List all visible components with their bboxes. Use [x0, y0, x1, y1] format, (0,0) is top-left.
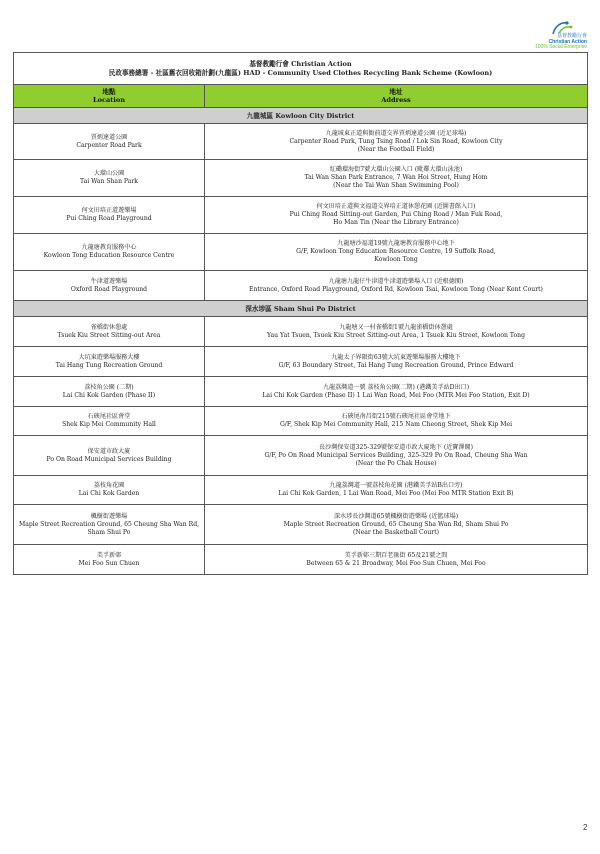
location-name-zh: 大坑東遊樂場服務大樓 [78, 353, 140, 361]
location-name-en: Shek Kip Mei Community Hall [62, 421, 156, 428]
table-row [14, 124, 588, 160]
location-name-zh: 牛津道遊樂場 [90, 277, 128, 285]
table-title-row [14, 53, 588, 85]
location-name-en: Tai Hang Tung Recreation Ground [55, 361, 163, 369]
table-row [14, 407, 588, 436]
location-name-zh: 荔枝角花園 [93, 482, 125, 489]
address-cell [205, 160, 588, 197]
location-cell [14, 124, 205, 160]
table-row [14, 234, 588, 271]
location-name-en: Kowloon Tong Education Resource Centre [43, 252, 175, 259]
address-en-line: Maple Street Recreation Ground, 65 Cheung Sha Wan Rd, Sham Shui Po [283, 520, 509, 528]
address-zh: 何文田培正道與文福道交界培正道休憩花園 (近圖書館入口) [316, 203, 476, 210]
address-cell [205, 197, 588, 234]
address-en-line: Lai Chi Kok Garden (Phase II) 1 Lai Wan Road, Mei Foo (MTR Mei Foo Station, Exit D) [262, 391, 530, 399]
address-en-line: Carpenter Road Park, Tung Tsing Road / Lok Sin Road, Kowloon City [289, 137, 503, 145]
location-name-zh: 荔枝角公園 (二期) [84, 383, 134, 391]
christian-action-logo [531, 20, 587, 50]
address-zh: 九龍太子界限街63號大坑東遊樂場服務大樓地下 [331, 353, 461, 361]
district-name: 九龍城區 Kowloon City District [14, 108, 588, 124]
address-zh: 九龍荔灣道一號 荔枝角公園(二期) (港鐵美孚站D出口) [322, 383, 470, 391]
location-name-zh: 保安道市政大廈 [87, 447, 131, 455]
address-cell [205, 317, 588, 347]
page-number: 2 [583, 823, 588, 832]
location-header [14, 85, 205, 108]
address-en-line: G/F, Po On Road Municipal Services Building, 325-329 Po On Road, Cheung Sha Wan [264, 451, 528, 459]
address-en-line: (Near the Football Field) [357, 145, 435, 153]
location-cell [14, 160, 205, 197]
location-cell [14, 234, 205, 271]
location-name-en: Po On Road Municipal Services Building [46, 455, 172, 463]
district-name: 深水埗區 Sham Shui Po District [14, 301, 588, 317]
address-cell [205, 124, 588, 160]
location-cell [14, 436, 205, 476]
address-cell [205, 347, 588, 377]
address-zh: 長沙灣保安道325-329號保安道市政大廈地下 (近寶澤閣) [319, 443, 473, 451]
table-row [14, 545, 588, 575]
table-title [14, 53, 588, 85]
location-name-zh: 雀橋街休憩處 [90, 323, 128, 331]
location-cell [14, 407, 205, 436]
address-zh: 九龍塘又一村雀橋街1號九龍雀橋街休憩處 [339, 323, 453, 331]
table-row [14, 505, 588, 545]
location-name-en: Lai Chi Kok Garden [78, 490, 140, 497]
table-header-row [14, 85, 588, 108]
location-cell [14, 505, 205, 545]
address-cell [205, 436, 588, 476]
location-name-en: Mei Foo Sun Chuen [78, 559, 140, 567]
location-name-zh: 石硤尾社區會堂 [87, 413, 131, 420]
address-en-line: Pui Ching Road Sitting-out Garden, Pui Ching Road / Man Fuk Road, [289, 211, 503, 218]
address-en-line: (Near the Tai Wan Shan Swimming Pool) [333, 182, 459, 189]
location-cell [14, 271, 205, 301]
location-cell [14, 197, 205, 234]
logo-text: 基督教勵行會 Christian Action 100% Social Enterprise [535, 33, 587, 50]
address-cell [205, 234, 588, 271]
location-name-en: Pui Ching Road Playground [66, 215, 152, 222]
address-zh: 石硤尾南昌街215號石硤尾社區會堂地下 [341, 413, 451, 420]
table-row [14, 476, 588, 505]
address-zh: 紅磡環海街7號大環山公園入口 (毗鄰大環山泳池) [329, 166, 463, 173]
address-cell [205, 476, 588, 505]
location-name-en: Tsuek Kiu Street Sitting-out Area [57, 331, 161, 339]
location-name-en: Lai Chi Kok Garden (Phase II) [62, 391, 156, 399]
address-zh: 九龍城東正道與衙前道交界賈炳達道公園 (近足球場) [325, 129, 467, 137]
table-row [14, 436, 588, 476]
table-row [14, 197, 588, 234]
table-row [14, 271, 588, 301]
address-en-line: Between 65 & 21 Broadway, Mei Foo Sun Chuen, Mei Foo [306, 559, 486, 567]
address-zh: 美孚新邨三期百老匯街 65及21號之間 [344, 551, 448, 559]
address-en-line: Kowloon Tong [374, 256, 418, 263]
location-name-zh: 美孚新邨 [96, 551, 122, 559]
address-header-en: Address [381, 96, 411, 104]
address-zh: 九龍塘九龍仔牛津道牛津道遊樂場入口 (近根德閣) [328, 277, 464, 285]
location-name-zh: 賈炳達道公園 [90, 133, 128, 141]
location-header-en: Location [92, 96, 126, 104]
address-en-line: G/F, 63 Boundary Street, Tai Hang Tung Recreation Ground, Prince Edward [278, 361, 514, 369]
location-cell [14, 347, 205, 377]
location-name-en: Oxford Road Playground [70, 285, 148, 293]
table-title-line2: 民政事務總署 - 社區舊衣回收箱計劃(九龍區) HAD - Community Used Clothes Recycling Bank Scheme (Kowloon) [108, 68, 493, 77]
location-cell [14, 545, 205, 575]
address-header [205, 85, 588, 108]
address-en-line: Entrance, Oxford Road Playground, Oxford Rd, Kowloon Tsai, Kowloon Tong (Near Kent Court) [249, 285, 543, 293]
table-row [14, 160, 588, 197]
location-name-en: Tai Wan Shan Park [80, 178, 138, 185]
location-name-zh: 大環山公園 [93, 170, 125, 177]
table-title-line1: 基督教勵行會 Christian Action [249, 59, 352, 68]
address-zh: 九龍荔灣道一號荔枝角花園 (港鐵美孚站B出口旁) [329, 482, 463, 489]
location-name-en: Maple Street Recreation Ground, 65 Cheung Sha Wan Rd, Sham Shui Po [18, 520, 200, 536]
district-row [14, 108, 588, 124]
table-row [14, 377, 588, 407]
address-cell [205, 505, 588, 545]
location-name-zh: 楓樹街遊樂場 [90, 512, 128, 520]
address-en-line: Ho Man Tin (Near the Library Entrance) [333, 219, 459, 226]
table-row [14, 317, 588, 347]
address-header-zh: 地址 [389, 87, 403, 96]
location-cell [14, 317, 205, 347]
district-row [14, 301, 588, 317]
address-en-line: G/F, Kowloon Tong Education Resource Centre, 19 Suffolk Road, [296, 248, 496, 255]
address-en-line: Lai Chi Kok Garden, 1 Lai Wan Road, Mei Foo (Mei Foo MTR Station Exit B) [278, 490, 514, 497]
address-en-line: G/F, Shek Kip Mei Community Hall, 215 Nam Cheong Street, Shek Kip Mei [279, 421, 513, 428]
location-name-en: Carpenter Road Park [76, 141, 142, 149]
location-name-zh: 何文田培正道遊樂場 [81, 207, 137, 214]
location-cell [14, 476, 205, 505]
address-cell [205, 545, 588, 575]
location-name-zh: 九龍塘教育服務中心 [81, 244, 137, 251]
location-cell [14, 377, 205, 407]
table-row [14, 347, 588, 377]
address-en-line: Yau Yat Tsuen, Tsuek Kiu Street Sitting-out Area, 1 Tsuek Kiu Street, Kowloon Tong [266, 331, 526, 339]
address-en-line: Tai Wan Shan Park Entrance, 7 Wan Hoi Street, Hung Hom [304, 174, 488, 181]
address-en-line: (Near the Basketball Court) [352, 528, 440, 536]
address-zh: 九龍塘沙福道19號九龍塘教育服務中心地下 [337, 240, 455, 247]
location-header-zh: 地點 [102, 87, 116, 96]
address-cell [205, 407, 588, 436]
recycling-bank-table [13, 52, 588, 575]
address-zh: 深水埗長沙灣道65號楓樹街遊樂場 (近籃球場) [333, 512, 459, 520]
address-cell [205, 377, 588, 407]
address-cell [205, 271, 588, 301]
address-en-line: (Near the Po Chak House) [355, 459, 437, 467]
